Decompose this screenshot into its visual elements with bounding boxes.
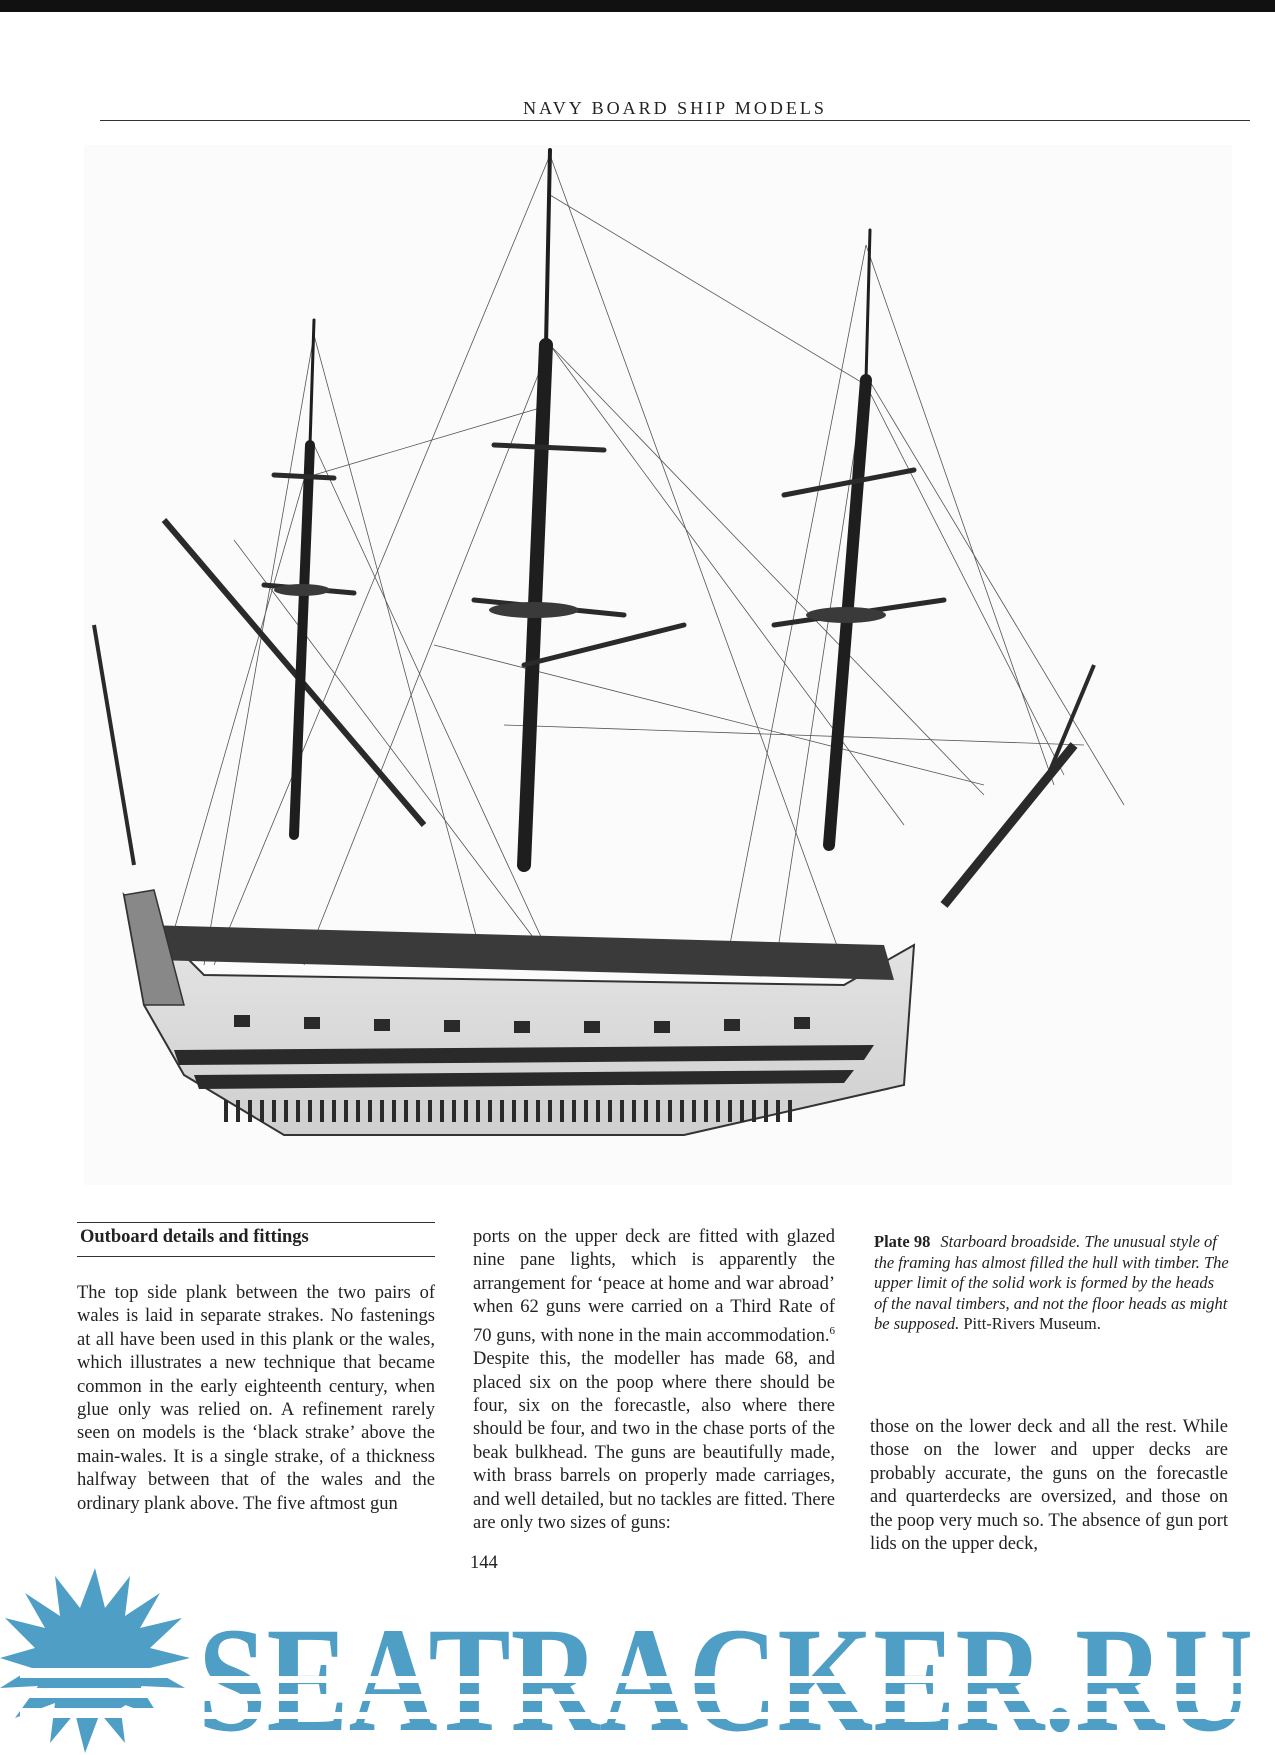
running-head: NAVY BOARD SHIP MODELS — [523, 98, 827, 118]
body-column-2 — [473, 1226, 835, 1535]
section-heading-rule-bottom — [77, 1256, 435, 1257]
plate-98-photograph — [84, 145, 1232, 1185]
plate-credit: Pitt-Rivers Museum. — [963, 1314, 1101, 1333]
plate-label: Plate 98 — [874, 1232, 931, 1251]
plate-caption-text: Starboard broadside. The unusual style of the framing has almost filled the hull with timber. The upper limit of the solid work is formed by the heads of the naval timbers, and not the floor heads as might be supposed. — [874, 1232, 1229, 1333]
running-head-rule — [100, 120, 1250, 121]
section-heading-rule-top — [77, 1222, 435, 1223]
seatracker-watermark — [0, 1568, 1275, 1755]
body-column-3: those on the lower deck and all the rest. While those on the lower and upper decks are probably accurate, the guns on the forecastle and quarterdecks are oversized, and those on the poop very much so. The absence of gun port lids on the upper deck, — [870, 1417, 1228, 1555]
watermark-stripes — [198, 1676, 1258, 1719]
plate-caption — [874, 1232, 1230, 1335]
body-column-2-text-b: Despite this, the modeller has made 68, and placed six on the poop where there should be four, six on the forecastle, also where there should be four, and two in the chase ports of the beak bulkhead. The guns are beautifully made, with brass barrels on properly made carriages, and well detailed, but no tackles are fitted. There are only two sizes of guns: — [473, 1349, 835, 1534]
body-column-1: The top side plank between the two pairs of wales is laid in separate strakes. No fastenings at all have been used in this plank or the wales, which illustrates a new technique that became common in the early eighteenth century, when glue only was relied on. A refinement rarely seen on models is the ‘black strake’ above the main-wales. It is a single strake, of a thickness halfway between that of the wales and the ordinary plank above. The five aftmost gun — [77, 1283, 435, 1514]
sun-icon — [0, 1568, 190, 1753]
body-column-2-text-a: ports on the upper deck are fitted with glazed nine pane lights, which is apparently the arrangement for ‘peace at home and war abroad’ when 62 guns were carried on a Third Rate of 70 guns, with none in the main accommodation. — [473, 1227, 835, 1346]
footnote-marker: 6 — [829, 1324, 835, 1337]
scan-top-edge — [0, 0, 1275, 12]
page-number: 144 — [470, 1553, 498, 1573]
ship-model-illustration — [84, 145, 1232, 1185]
section-heading: Outboard details and fittings — [80, 1227, 309, 1247]
watermark-graphic — [0, 1568, 1275, 1755]
